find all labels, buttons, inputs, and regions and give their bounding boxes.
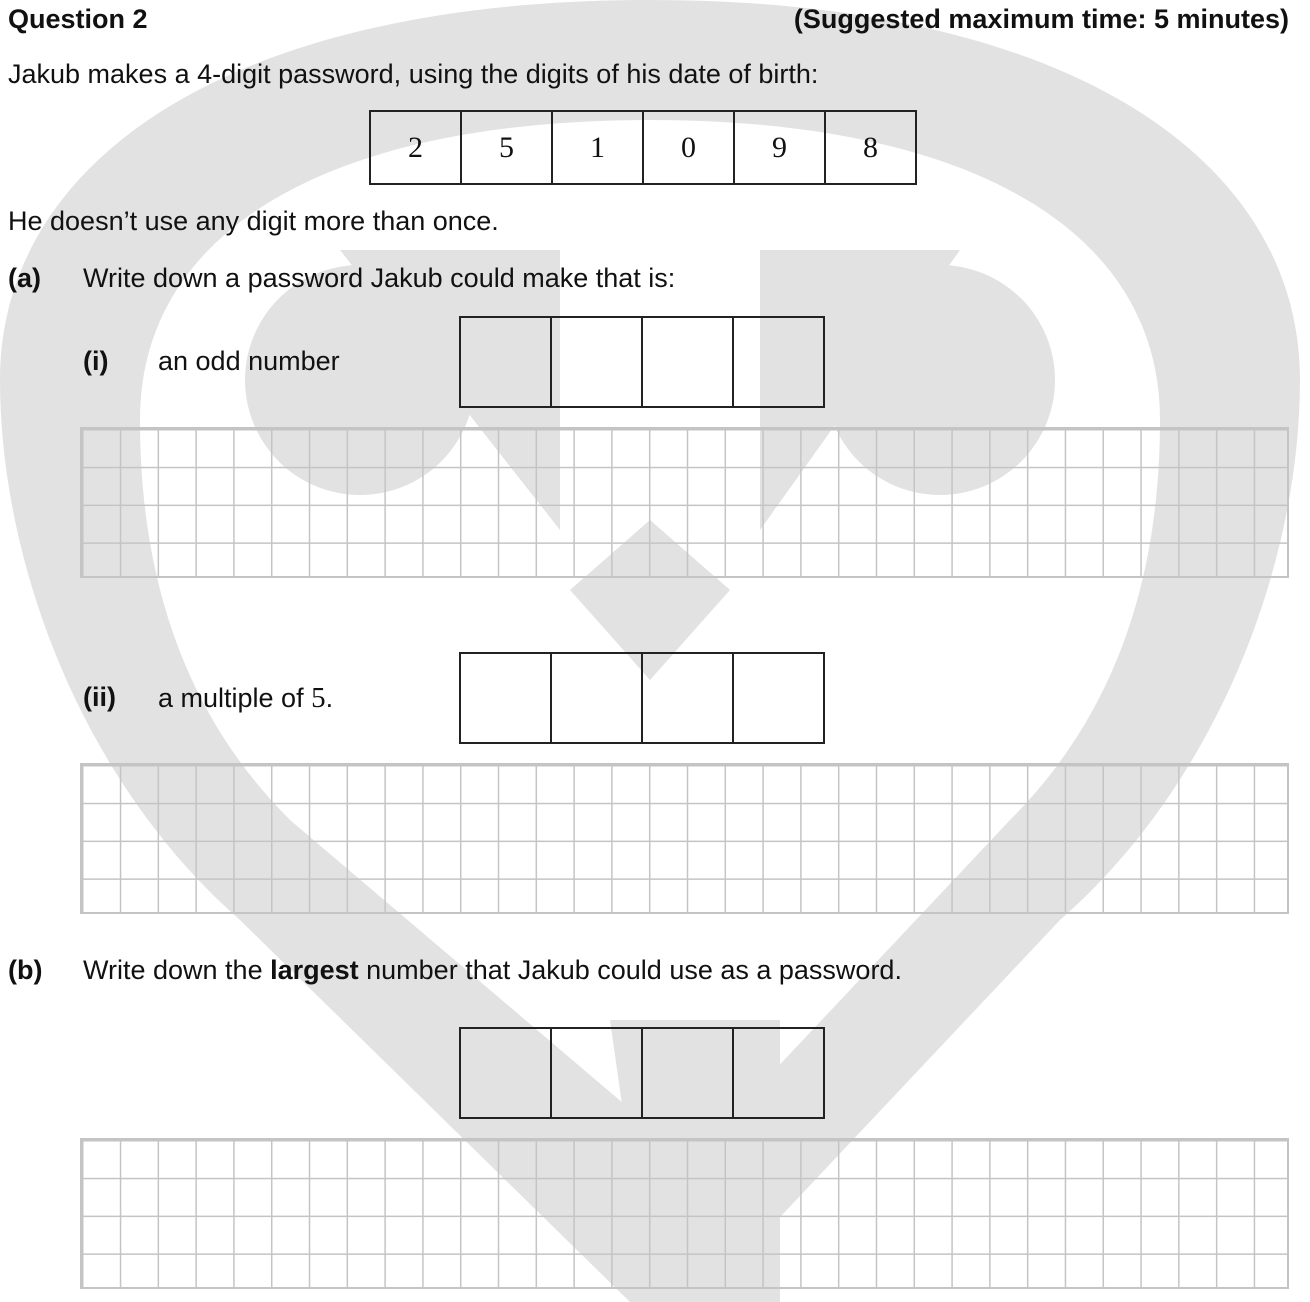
birth-digit-cell: 1: [553, 110, 644, 185]
sub-ii-text: [158, 682, 333, 715]
part-b-prompt-after: number that Jakub could use as a password.: [358, 955, 902, 985]
answer-boxes-ii[interactable]: [459, 652, 825, 744]
answer-box[interactable]: [643, 316, 734, 408]
answer-box[interactable]: [734, 316, 825, 408]
answer-box[interactable]: [643, 652, 734, 744]
answer-box[interactable]: [734, 1027, 825, 1119]
birth-digit-cell: 8: [826, 110, 917, 185]
birth-digit-cell: 9: [735, 110, 826, 185]
answer-boxes-i[interactable]: [459, 316, 825, 408]
part-a-label: (a): [8, 263, 41, 293]
part-b-prompt-before: Write down the: [83, 955, 271, 985]
working-grid-b[interactable]: [80, 1138, 1289, 1289]
part-b-prompt: [83, 955, 902, 986]
answer-box[interactable]: [552, 1027, 643, 1119]
sub-i-label: (i): [83, 346, 109, 376]
answer-box[interactable]: [643, 1027, 734, 1119]
sub-ii-text-after: .: [325, 683, 334, 713]
working-grid-ii[interactable]: [80, 763, 1289, 914]
answer-box[interactable]: [734, 652, 825, 744]
birth-digits-row: [369, 110, 917, 185]
answer-box[interactable]: [552, 652, 643, 744]
part-b-prompt-bold: largest: [270, 955, 359, 985]
intro-text: Jakub makes a 4-digit password, using the digits of his date of birth:: [8, 59, 819, 89]
birth-digit-cell: 0: [644, 110, 735, 185]
answer-box[interactable]: [461, 652, 552, 744]
time-note: (Suggested maximum time: 5 minutes): [793, 4, 1289, 34]
birth-digit-cell: 2: [371, 110, 462, 185]
question-label: Question 2: [8, 4, 148, 34]
answer-boxes-b[interactable]: [459, 1027, 825, 1119]
part-b-label: (b): [8, 955, 43, 985]
sub-ii-number: 5: [311, 682, 326, 714]
part-a-prompt: Write down a password Jakub could make that is:: [83, 263, 676, 293]
answer-box[interactable]: [461, 316, 552, 408]
answer-box[interactable]: [461, 1027, 552, 1119]
constraint-text: He doesn’t use any digit more than once.: [8, 206, 499, 236]
sub-ii-label: (ii): [83, 682, 116, 712]
sub-ii-text-before: a multiple of: [158, 683, 312, 713]
birth-digit-cell: 5: [462, 110, 553, 185]
sub-i-text: an odd number: [158, 346, 340, 376]
working-grid-i[interactable]: [80, 427, 1289, 578]
answer-box[interactable]: [552, 316, 643, 408]
